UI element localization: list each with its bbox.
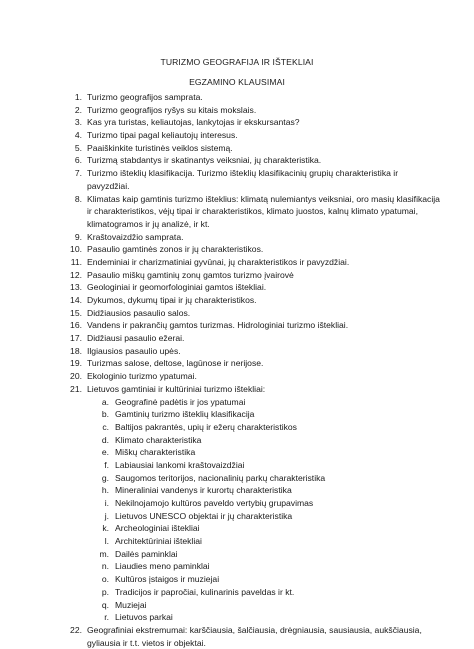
item-text: Lietuvos gamtiniai ir kultūriniai turizmo ištekliai:	[87, 383, 266, 394]
item-text: Muziejai	[115, 599, 147, 610]
item-number: 3.	[74, 117, 82, 128]
question-item	[0, 154, 474, 167]
item-text: Turizmo geografijos ryšys su kitais mokslais.	[87, 104, 257, 115]
question-item	[0, 193, 474, 206]
item-text: Archeologiniai ištekliai	[115, 523, 200, 534]
item-text: Geologiniai ir geomorfologiniai gamtos ištekliai.	[87, 282, 267, 293]
item-text: Klimato charakteristika	[115, 434, 202, 445]
question-item	[0, 167, 474, 180]
item-text: Turizmo geografijos samprata.	[87, 92, 203, 102]
item-number: 20.	[70, 371, 82, 382]
subquestion-item	[0, 459, 474, 472]
item-number: 7.	[74, 168, 82, 179]
item-number: i.	[104, 498, 109, 508]
question-item	[0, 256, 474, 269]
item-text: Baltijos pakrantės, upių ir ežerų charakteristikos	[115, 421, 297, 432]
question-item	[0, 319, 474, 332]
subquestion-item	[0, 611, 474, 624]
item-text: Nekilnojamojo kultūros paveldo vertybių grupavimas	[115, 498, 314, 508]
item-number: c.	[102, 421, 109, 432]
subquestion-item	[0, 472, 474, 485]
item-text: Kas yra turistas, keliautojas, lankytojas ir ekskursantas?	[87, 117, 300, 128]
item-number: g.	[101, 472, 109, 483]
item-number: 18.	[70, 345, 82, 356]
question-item	[0, 231, 474, 244]
subquestion-item	[0, 548, 474, 561]
question-item	[0, 294, 474, 307]
item-text: Vandens ir pakrančių gamtos turizmas. Hidrologiniai turizmo ištekliai.	[87, 320, 349, 331]
question-item	[0, 637, 474, 649]
question-list	[0, 91, 474, 649]
item-text: Pasaulio miškų gamtinių zonų gamtos turizmo įvairovė	[87, 269, 294, 280]
item-text: Paaiškinkite turistinės veiklos sistemą.	[87, 142, 233, 153]
item-text: Lietuvos UNESCO objektai ir jų charakteristika	[115, 510, 293, 521]
item-text: Klimatas kaip gamtinis turizmo išteklius: klimatą nulemiantys veiksniai, oro masių klasifikacija	[87, 193, 440, 204]
subquestion-item	[0, 510, 474, 523]
question-item	[0, 307, 474, 320]
item-number: 21.	[70, 383, 82, 394]
question-item	[0, 345, 474, 358]
item-text: Dailės paminklai	[115, 548, 178, 559]
item-text: klimatogramos ir jų analizė, ir kt.	[87, 218, 210, 229]
subquestion-item	[0, 535, 474, 548]
question-item	[0, 370, 474, 383]
item-text: Geografiniai ekstremumai: karščiausia, šalčiausia, drėgniausia, sausiausia, aukščiausia,	[87, 624, 422, 635]
item-number: n.	[101, 561, 109, 572]
item-text: Liaudies meno paminklai	[115, 561, 210, 572]
document-title: TURIZMO GEOGRAFIJA IR IŠTEKLIAI	[160, 57, 314, 67]
subquestion-item	[0, 497, 474, 510]
question-item	[0, 91, 474, 104]
item-number: 8.	[74, 193, 82, 204]
item-number: 13.	[70, 282, 82, 293]
subquestion-item	[0, 586, 474, 599]
question-item	[0, 205, 474, 218]
question-item	[0, 383, 474, 396]
item-number: 9.	[74, 231, 82, 242]
subquestion-item	[0, 408, 474, 421]
item-text: Mineraliniai vandenys ir kurortų charakteristika	[115, 485, 292, 496]
item-text: Tradicijos ir papročiai, kulinarinis paveldas ir kt.	[115, 586, 295, 597]
question-item	[0, 624, 474, 637]
item-number: 12.	[70, 269, 82, 280]
item-number: k.	[102, 523, 109, 534]
question-item	[0, 116, 474, 129]
item-text: Dykumos, dykumų tipai ir jų charakteristikos.	[87, 295, 257, 305]
item-number: m.	[99, 548, 109, 559]
item-text: Gamtinių turizmo išteklių klasifikacija	[115, 409, 255, 420]
item-number: 5.	[74, 142, 82, 153]
item-text: Labiausiai lankomi kraštovaizdžiai	[115, 459, 245, 470]
item-number: q.	[101, 599, 109, 610]
item-text: Turizmą stabdantys ir skatinantys veiksniai, jų charakteristika.	[87, 155, 322, 166]
question-item	[0, 104, 474, 117]
item-text: Turizmo tipai pagal keliautojų interesus.	[87, 130, 238, 141]
item-number: 4.	[74, 130, 82, 141]
item-text: gyliausia ir t.t. vietos ir objektai.	[87, 637, 206, 648]
item-number: p.	[101, 586, 109, 597]
item-number: r.	[104, 612, 109, 623]
item-number: 19.	[70, 358, 82, 369]
item-number: f.	[104, 459, 109, 470]
item-text: pavyzdžiai.	[87, 180, 130, 191]
subquestion-item	[0, 560, 474, 573]
question-item	[0, 357, 474, 370]
item-number: 15.	[70, 307, 82, 318]
subquestion-item	[0, 421, 474, 434]
subquestion-item	[0, 446, 474, 459]
item-number: 2.	[74, 104, 82, 115]
item-text: Didžiausios pasaulio salos.	[87, 307, 191, 318]
item-text: Turizmas salose, deltose, lagūnose ir nerijose.	[87, 358, 264, 369]
item-number: h.	[101, 485, 109, 496]
question-item	[0, 218, 474, 231]
item-number: a.	[101, 396, 109, 407]
question-item	[0, 243, 474, 256]
item-number: b.	[101, 409, 109, 420]
item-text: Endeminiai ir charizmatiniai gyvūnai, jų charakteristikos ir pavyzdžiai.	[87, 256, 350, 267]
item-number: 16.	[70, 320, 82, 331]
item-text: Lietuvos parkai	[115, 612, 173, 623]
item-text: Kraštovaizdžio samprata.	[87, 231, 184, 242]
subquestion-item	[0, 396, 474, 409]
item-number: d.	[101, 434, 109, 445]
item-text: Ekologinio turizmo ypatumai.	[87, 371, 197, 382]
item-number: 6.	[74, 155, 82, 166]
item-text: Architektūriniai ištekliai	[115, 536, 202, 547]
question-item	[0, 142, 474, 155]
item-number: 10.	[70, 244, 82, 255]
item-text: Pasaulio gamtinės zonos ir jų charakteristikos.	[87, 244, 264, 255]
item-text: Miškų charakteristika	[115, 447, 196, 458]
item-number: l.	[104, 536, 109, 547]
question-item	[0, 129, 474, 142]
subquestion-item	[0, 434, 474, 447]
item-number: o.	[101, 574, 109, 585]
item-number: e.	[101, 447, 109, 458]
subquestion-item	[0, 484, 474, 497]
question-item	[0, 332, 474, 345]
subquestion-item	[0, 573, 474, 586]
item-text: Geografinė padėtis ir jos ypatumai	[115, 396, 246, 407]
subquestion-item	[0, 522, 474, 535]
item-number: 17.	[70, 333, 82, 344]
question-item	[0, 269, 474, 282]
item-text: Kultūros įstaigos ir muziejai	[115, 574, 220, 585]
item-text: Ilgiausios pasaulio upės.	[87, 345, 181, 356]
question-item	[0, 180, 474, 193]
item-text: Didžiausi pasaulio ežerai.	[87, 333, 185, 344]
subquestion-item	[0, 599, 474, 612]
item-number: 14.	[70, 295, 82, 305]
item-text: Saugomos teritorijos, nacionalinių parkų charakteristika	[115, 472, 326, 483]
document-subtitle: EGZAMINO KLAUSIMAI	[189, 77, 285, 87]
question-item	[0, 281, 474, 294]
item-text: Turizmo išteklių klasifikacija. Turizmo išteklių klasifikacinių grupių charakteristika ir	[87, 168, 399, 179]
item-number: j.	[104, 510, 109, 521]
item-number: 22.	[70, 624, 82, 635]
item-number: 1.	[74, 92, 82, 102]
item-text: ir charakteristikos, vėjų tipai ir charakteristikos, klimato juostos, kalnų klimato ypatumai,	[87, 206, 418, 217]
item-number: 11.	[70, 256, 82, 267]
